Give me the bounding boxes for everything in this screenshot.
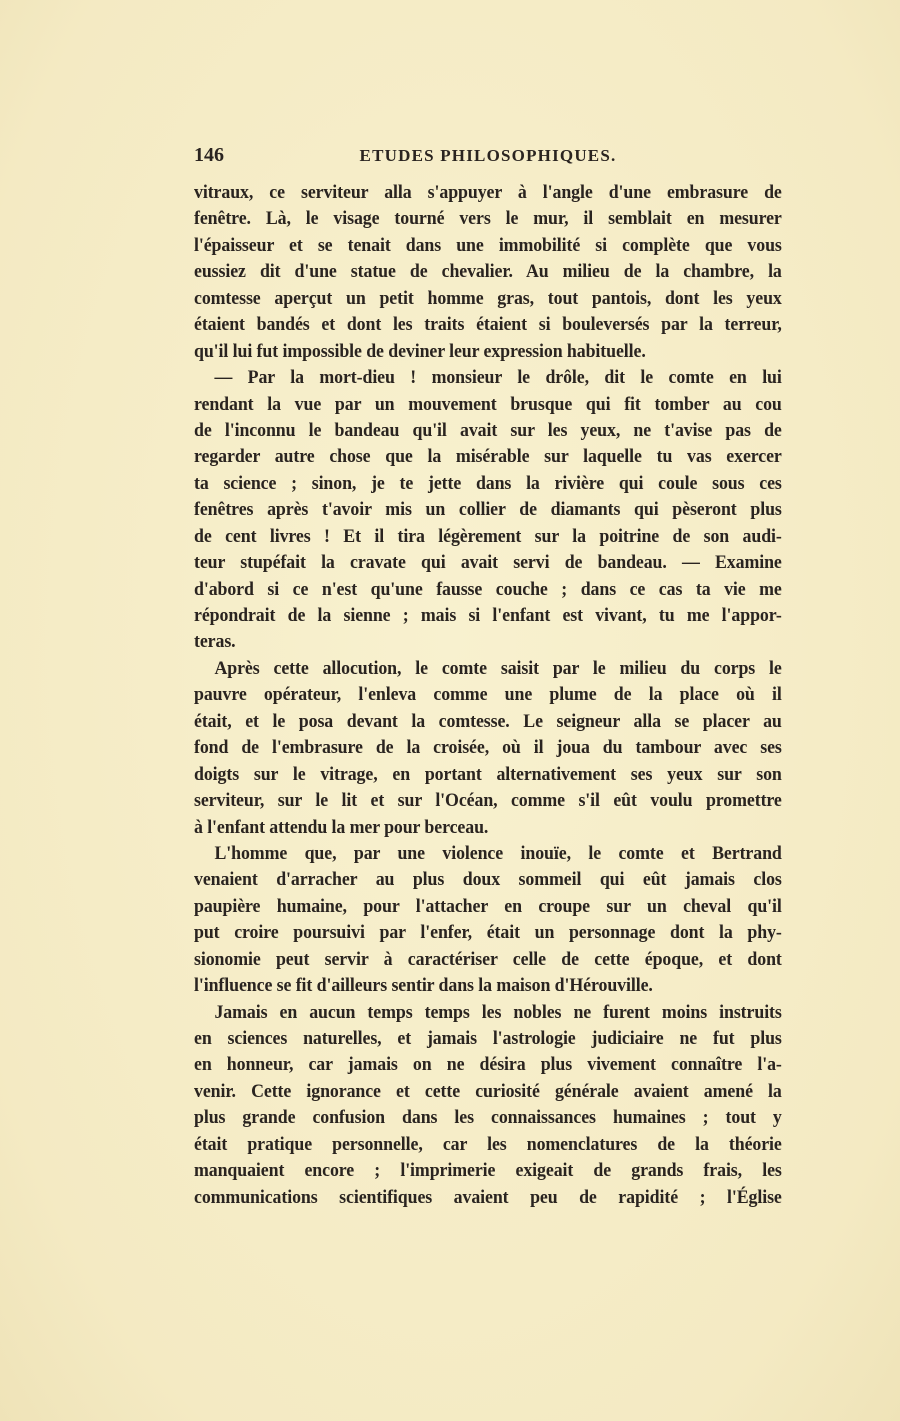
text-line: de cent livres ! Et il tira légèrement sur la poitrine de son audi- [194, 525, 782, 547]
text-line: teras. [194, 631, 236, 653]
text-line: rendant la vue par un mouvement brusque qui fit tomber au cou [194, 393, 782, 415]
text-line: eussiez dit d'une statue de chevalier. Au milieu de la chambre, la [194, 261, 782, 283]
text-line: vitraux, ce serviteur alla s'appuyer à l'angle d'une embrasure de [194, 182, 782, 203]
text-line: venir. Cette ignorance et cette curiosité générale avaient amené la [194, 1080, 782, 1102]
text-line: en honneur, car jamais on ne désira plus vivement connaître l'a- [194, 1054, 782, 1076]
text-line: fenêtre. Là, le visage tourné vers le mur, il semblait en mesurer [194, 208, 782, 230]
text-line: — Par la mort-dieu ! monsieur le drôle, dit le comte en lui [214, 367, 782, 389]
text-line: fenêtres après t'avoir mis un collier de diamants qui pèseront plus [194, 499, 782, 521]
text-line: ta science ; sinon, je te jette dans la rivière qui coule sous ces [194, 472, 782, 494]
text-line: Après cette allocution, le comte saisit par le milieu du corps le [214, 657, 782, 679]
text-line: doigts sur le vitrage, en portant alternativement ses yeux sur son [194, 763, 782, 785]
text-line: Jamais en aucun temps temps les nobles ne furent moins instruits [214, 1001, 782, 1023]
text-line: L'homme que, par une violence inouïe, le comte et Bertrand [214, 842, 782, 864]
text-line: était, et le posa devant la comtesse. Le seigneur alla se placer au [194, 710, 782, 732]
text-line: répondrait de la sienne ; mais si l'enfant est vivant, tu me l'appor- [194, 605, 782, 626]
text-line: put croire poursuivi par l'enfer, était un personnage dont la phy- [194, 922, 782, 944]
text-line: regarder autre chose que la misérable sur laquelle tu vas exercer [194, 446, 782, 468]
text-line: teur stupéfait la cravate qui avait servi de bandeau. — Examine [194, 552, 782, 574]
text-line: d'abord si ce n'est qu'une fausse couche ; dans ce cas ta vie me [194, 578, 782, 600]
text-line: en sciences naturelles, et jamais l'astrologie judiciaire ne fut plus [194, 1028, 782, 1049]
text-line: comtesse aperçut un petit homme gras, tout pantois, dont les yeux [194, 287, 782, 309]
text-line: étaient bandés et dont les traits étaient si bouleversés par la terreur, [194, 314, 782, 336]
text-line: sionomie peut servir à caractériser celle de cette époque, et dont [194, 948, 782, 970]
text-line: pauvre opérateur, l'enleva comme une plume de la place où il [194, 684, 782, 706]
text-line: paupière humaine, pour l'attacher en croupe sur un cheval qu'il [194, 895, 782, 917]
text-line: venaient d'arracher au plus doux sommeil qui eût jamais clos [194, 869, 782, 891]
text-line: fond de l'embrasure de la croisée, où il joua du tambour avec ses [194, 737, 782, 759]
text-line: serviteur, sur le lit et sur l'Océan, comme s'il eût voulu promettre [194, 790, 782, 812]
text-line: à l'enfant attendu la mer pour berceau. [194, 816, 489, 838]
text-line: communications scientifiques avaient peu de rapidité ; l'Église [194, 1186, 782, 1208]
text-line: manquaient encore ; l'imprimerie exigeait de grands frais, les [194, 1160, 782, 1182]
text-line: plus grande confusion dans les connaissances humaines ; tout y [194, 1107, 782, 1129]
page-number: 146 [194, 144, 224, 166]
text-line: qu'il lui fut impossible de deviner leur expression habituelle. [194, 340, 646, 362]
body-text [194, 180, 782, 1211]
page-header [194, 144, 782, 170]
text-line: était pratique personnelle, car les nomenclatures de la théorie [194, 1133, 782, 1155]
running-title: ETUDES PHILOSOPHIQUES. [359, 146, 617, 165]
text-line: de l'inconnu le bandeau qu'il avait sur les yeux, ne t'avise pas de [194, 419, 782, 441]
text-line: l'épaisseur et se tenait dans une immobilité si complète que vous [194, 234, 782, 256]
text-line: l'influence se fit d'ailleurs sentir dans la maison d'Hérouville. [194, 975, 653, 997]
